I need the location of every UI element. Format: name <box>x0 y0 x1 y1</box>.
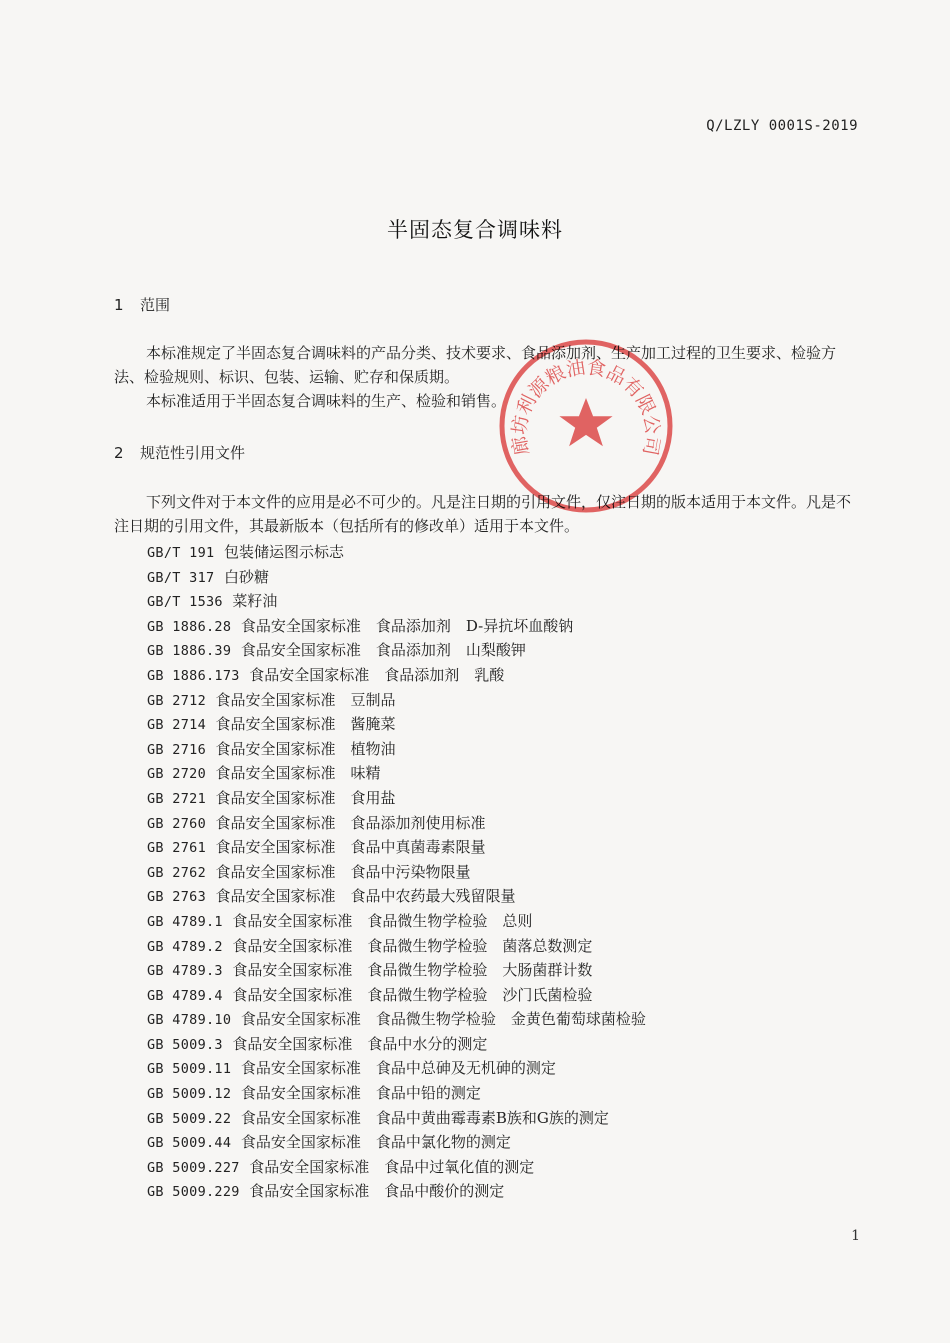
reference-title: 包装储运图示标志 <box>223 543 344 561</box>
reference-title: 食品安全国家标准 食品微生物学检验 菌落总数测定 <box>232 936 593 955</box>
reference-item <box>147 1130 646 1155</box>
reference-title: 食品安全国家标准 食品中过氧化值的测定 <box>249 1157 535 1176</box>
reference-item <box>147 688 646 713</box>
reference-item <box>147 860 646 885</box>
section-title: 范围 <box>140 296 171 314</box>
reference-list <box>147 540 646 1204</box>
seal-text: 廊坊利源粮油食品有限公司 <box>508 356 664 458</box>
reference-code: GB 2721 <box>147 790 206 807</box>
reference-title: 食品安全国家标准 食品微生物学检验 金黄色葡萄球菌检验 <box>240 1010 646 1029</box>
section-heading-scope <box>114 294 170 315</box>
reference-title: 食品安全国家标准 食品微生物学检验 总则 <box>232 911 533 930</box>
reference-code: GB/T 191 <box>147 545 215 561</box>
reference-title: 菜籽油 <box>232 592 278 611</box>
reference-code: GB 5009.22 <box>147 1110 232 1127</box>
reference-item <box>147 737 646 762</box>
reference-item <box>147 589 646 614</box>
reference-code: GB 4789.1 <box>147 913 223 930</box>
reference-code: GB 1886.39 <box>147 643 232 660</box>
reference-item <box>147 811 646 836</box>
reference-item <box>147 712 646 737</box>
reference-title: 食品安全国家标准 食品中黄曲霉毒素B族和G族的测定 <box>240 1108 609 1127</box>
reference-code: GB 4789.4 <box>147 987 223 1004</box>
section-number: 1 <box>114 296 124 314</box>
reference-code: GB 5009.11 <box>147 1061 232 1078</box>
reference-item <box>147 1081 646 1106</box>
reference-item <box>147 786 646 811</box>
reference-item <box>147 565 646 590</box>
reference-code: GB 5009.227 <box>147 1159 240 1176</box>
reference-code: GB 5009.12 <box>147 1086 232 1103</box>
reference-title: 食品安全国家标准 食用盐 <box>215 788 396 807</box>
star-icon <box>559 398 612 446</box>
reference-item <box>147 934 646 959</box>
reference-code: GB 5009.44 <box>147 1135 232 1152</box>
reference-title: 白砂糖 <box>223 567 269 586</box>
reference-code: GB 1886.28 <box>147 618 232 635</box>
reference-code: GB 2763 <box>147 889 206 906</box>
reference-item <box>147 540 646 565</box>
reference-code: GB/T 1536 <box>147 594 223 611</box>
reference-title: 食品安全国家标准 食品添加剂 D-异抗坏血酸钠 <box>240 616 574 635</box>
reference-item <box>147 1007 646 1032</box>
section-heading-references <box>114 442 245 463</box>
reference-item <box>147 1056 646 1081</box>
reference-title: 食品安全国家标准 食品添加剂 乳酸 <box>249 665 505 684</box>
page-number: 1 <box>851 1228 860 1244</box>
reference-item <box>147 1032 646 1057</box>
reference-code: GB 2716 <box>147 741 206 758</box>
reference-code: GB 2762 <box>147 864 206 881</box>
reference-code: GB 5009.3 <box>147 1036 223 1053</box>
reference-title: 食品安全国家标准 植物油 <box>215 739 396 758</box>
reference-item <box>147 1179 646 1204</box>
reference-item <box>147 761 646 786</box>
reference-item <box>147 663 646 688</box>
paragraph: 本标准规定了半固态复合调味料的产品分类、技术要求、食品添加剂、生产加工过程的卫生要求、检验方法、检验规则、标识、包装、运输、贮存和保质期。 <box>114 344 837 386</box>
reference-title: 食品安全国家标准 食品微生物学检验 大肠菌群计数 <box>232 961 593 980</box>
reference-title: 食品安全国家标准 酱腌菜 <box>215 715 396 734</box>
reference-code: GB 2714 <box>147 717 206 734</box>
reference-item <box>147 638 646 663</box>
company-seal <box>496 336 676 516</box>
document-title: 半固态复合调味料 <box>387 218 563 242</box>
reference-title: 食品安全国家标准 食品中污染物限量 <box>215 862 471 881</box>
paragraph: 本标准适用于半固态复合调味料的生产、检验和销售。 <box>146 392 507 410</box>
reference-item <box>147 909 646 934</box>
reference-code: GB 4789.3 <box>147 963 223 980</box>
reference-title: 食品安全国家标准 食品中总砷及无机砷的测定 <box>240 1059 556 1078</box>
section-title: 规范性引用文件 <box>140 444 246 462</box>
reference-code: GB 5009.229 <box>147 1184 240 1201</box>
reference-item <box>147 614 646 639</box>
reference-item <box>147 983 646 1008</box>
reference-item <box>147 835 646 860</box>
reference-item <box>147 884 646 909</box>
reference-code: GB 2720 <box>147 766 206 783</box>
reference-code: GB/T 317 <box>147 569 215 586</box>
reference-code: GB 2712 <box>147 692 206 709</box>
reference-code: GB 4789.10 <box>147 1012 232 1029</box>
standard-code: Q/LZLY 0001S-2019 <box>706 118 858 134</box>
paragraph: 下列文件对于本文件的应用是必不可少的。凡是注日期的引用文件，仅注日期的版本适用于本文件。凡是不注日期的引用文件，其最新版本（包括所有的修改单）适用于本文件。 <box>114 493 852 535</box>
reference-code: GB 4789.2 <box>147 938 223 955</box>
references-intro <box>114 490 859 538</box>
reference-code: GB 1886.173 <box>147 667 240 684</box>
reference-title: 食品安全国家标准 食品中水分的测定 <box>232 1034 488 1053</box>
scope-paragraphs <box>114 341 859 413</box>
reference-title: 食品安全国家标准 食品中酸价的测定 <box>249 1182 505 1201</box>
reference-item <box>147 1106 646 1131</box>
reference-title: 食品安全国家标准 食品中氯化物的测定 <box>240 1133 511 1152</box>
reference-title: 食品安全国家标准 食品中真菌毒素限量 <box>215 838 486 857</box>
reference-item <box>147 1155 646 1180</box>
reference-code: GB 2760 <box>147 815 206 832</box>
reference-title: 食品安全国家标准 食品中农药最大残留限量 <box>215 887 516 906</box>
reference-code: GB 2761 <box>147 840 206 857</box>
reference-title: 食品安全国家标准 食品微生物学检验 沙门氏菌检验 <box>232 985 593 1004</box>
reference-title: 食品安全国家标准 食品中铅的测定 <box>240 1084 481 1103</box>
reference-title: 食品安全国家标准 食品添加剂 山梨酸钾 <box>240 641 526 660</box>
reference-title: 食品安全国家标准 豆制品 <box>215 690 396 709</box>
reference-item <box>147 958 646 983</box>
section-number: 2 <box>114 444 124 462</box>
reference-title: 食品安全国家标准 食品添加剂使用标准 <box>215 813 486 832</box>
reference-title: 食品安全国家标准 味精 <box>215 764 381 783</box>
